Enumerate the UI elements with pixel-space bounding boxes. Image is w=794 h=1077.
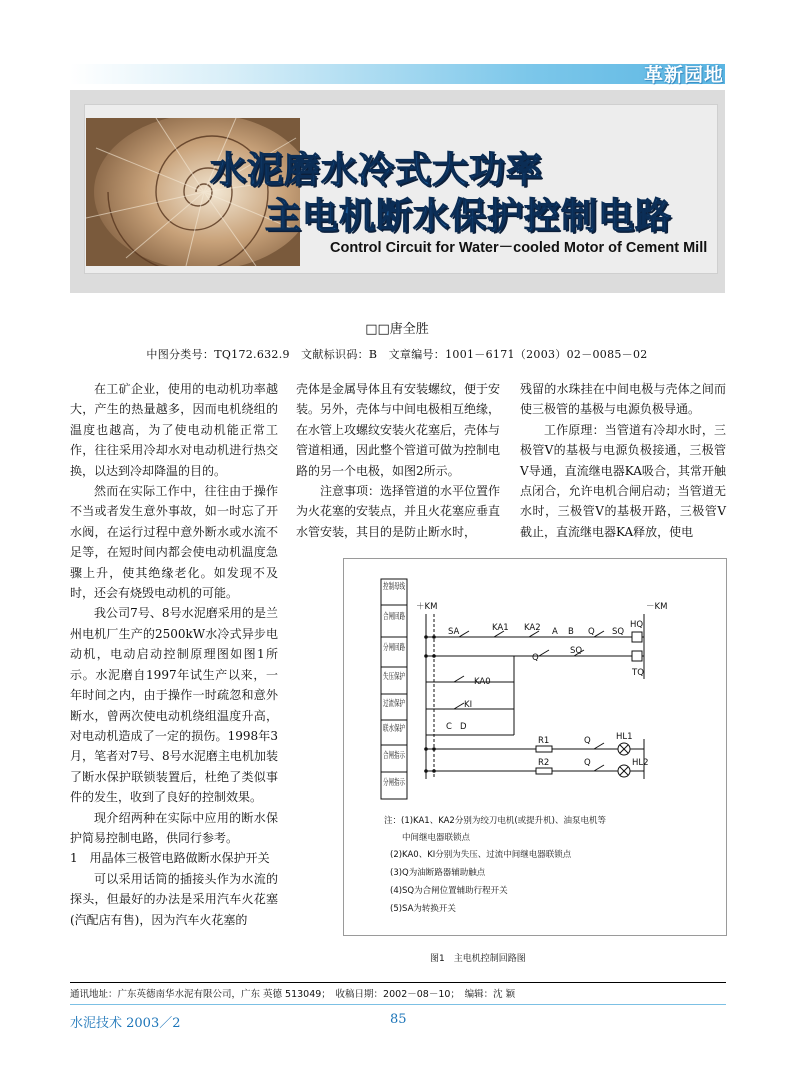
side-label: 控制母线 (383, 582, 418, 592)
side-label: 合闸回路 (383, 612, 418, 622)
figure-note: 中间继电器联锁点 (402, 833, 471, 843)
side-label: 过流保护 (383, 699, 418, 709)
author-line: □□唐全胜 (365, 322, 429, 337)
journal-name: 水泥技术 2003／2 (70, 1016, 181, 1031)
footnote-address: 通讯地址：广东英德南华水泥有限公司，广东 英德 513049； 收稿日期：2002－08－10； 编辑：沈 颖 (70, 989, 516, 1000)
figure-note: (2)KA0、KI分别为失压、过流中间继电器联锁点 (390, 850, 572, 860)
footer-rule-blue (70, 1004, 726, 1005)
section-label: 革新园地 (643, 64, 724, 86)
component-label: A (552, 627, 558, 637)
component-label: R2 (538, 758, 550, 768)
component-label: KA0 (474, 677, 491, 687)
paragraph: 可以采用话筒的插接头作为水流的探头，但最好的办法是采用汽车火花塞(汽配店有售)，因为汽车火花塞的 (70, 871, 278, 927)
component-label: HQ (630, 620, 644, 630)
bus-label: －KM (646, 602, 668, 612)
bus-label: ＋KM (416, 602, 438, 612)
circuit-diagram (344, 559, 728, 937)
side-label: 分闸指示 (383, 778, 418, 788)
classification-line: 中图分类号：TQ172.632.9 文献标识码：B 文章编号：1001－6171（2003）02－0085－02 (146, 348, 648, 361)
component-label: SA (448, 627, 460, 637)
component-label: Q (584, 736, 591, 746)
title-chinese-line-1: 水泥磨水冷式大功率 (210, 150, 544, 191)
figure-note: (3)Q为油断路器辅助触点 (390, 868, 486, 878)
paragraph: 壳体是金属导体且有安装螺纹，便于安装。另外，壳体与中间电极相互绝缘，在水管上攻螺纹安装火花塞后，壳体与管道相通，因此整个管道可做为控制电路的另一个电极，如图2所示。 (296, 382, 501, 478)
page-number: 85 (390, 1012, 407, 1027)
component-label: KI (464, 700, 473, 710)
body-column-1 (70, 379, 278, 930)
paragraph: 注意事项：选择管道的水平位置作为火花塞的安装点，并且火花塞应垂直水管安装，其目的是防止断水时， (296, 484, 501, 539)
paragraph: 现介绍两种在实际中应用的断水保护简易控制电路，供同行参考。 (70, 810, 278, 845)
component-label: SQ (570, 646, 583, 656)
component-label: D (460, 722, 467, 732)
component-label: HL2 (632, 758, 649, 768)
figure-note: (4)SQ为合闸位置辅助行程开关 (390, 886, 508, 896)
paragraph: 然而在实际工作中，往往由于操作不当或者发生意外事故，如一时忘了开水阀，在运行过程中意外断水或水流不足等，在短时间内都会使电动机温度急骤上升，使其绝缘老化。如发现不及时，还会有烧毁电动机的可能。 (70, 484, 278, 601)
footer-rule (70, 982, 726, 983)
section-heading: 1 用晶体三极管电路做断水保护开关 (70, 851, 270, 866)
component-label: Q (584, 758, 591, 768)
header-banner (70, 64, 725, 84)
component-label: Q (532, 653, 539, 663)
component-label: Q (588, 627, 595, 637)
figure-note: (5)SA为转换开关 (390, 904, 456, 914)
component-label: KA1 (492, 623, 509, 633)
side-label: 合闸指示 (383, 751, 418, 761)
title-english: Control Circuit for Water－cooled Motor of Cement Mill (330, 240, 708, 256)
paragraph: 残留的水珠挂在中间电极与壳体之间而使三极管的基极与电源负极导通。 (520, 382, 726, 417)
figure-note: 注：(1)KA1、KA2分别为绞刀电机(或提升机)、油泵电机等 (384, 816, 606, 826)
component-label: TQ (632, 668, 644, 678)
side-label: 失压保护 (383, 672, 418, 682)
side-label-column (381, 579, 418, 799)
body-column-3 (520, 379, 726, 542)
circuit-figure (343, 558, 727, 936)
title-chinese-line-2: 主电机断水保护控制电路 (265, 196, 673, 237)
component-label: B (568, 627, 574, 637)
component-label: KA2 (524, 623, 541, 633)
component-label: R1 (538, 736, 550, 746)
side-label: 联水保护 (383, 724, 418, 734)
paragraph: 在工矿企业，使用的电动机功率越大，产生的热量越多，因而电机绕组的温度也越高，为了使电动机能正常工作，往往采用冷却水对电动机进行热交换，以达到冷却降温的目的。 (70, 382, 278, 478)
side-label: 分闸回路 (383, 643, 418, 653)
component-label: C (446, 722, 452, 732)
body-column-2 (296, 379, 500, 542)
paragraph: 工作原理：当管道有冷却水时，三极管V的基极与电源负极接通，三极管V导通，直流继电器KA吸合，其常开触点闭合，允许电机合闸启动；当管道无水时，三极管V的基极开路，三极管V截止，直流继电器KA释放，使电 (520, 422, 726, 539)
figure-caption: 图1 主电机控制回路图 (430, 954, 526, 964)
component-label: SQ (612, 627, 625, 637)
paragraph: 我公司7号、8号水泥磨采用的是兰州电机厂生产的2500kW水冷式异步电动机，电动启动控制原理图如图1所示。水泥磨自1997年试生产以来，一年时间之内，由于操作一时疏忽和意外断水，曾两次使电动机绕组温度升高，对电动机造成了一定的损伤。1998年3月，笔者对7号、8号水泥磨主电机加装了断水保护联锁装置后，杜绝了类似事件的发生，收到了良好的控制效果。 (70, 606, 278, 805)
component-label: HL1 (616, 732, 633, 742)
